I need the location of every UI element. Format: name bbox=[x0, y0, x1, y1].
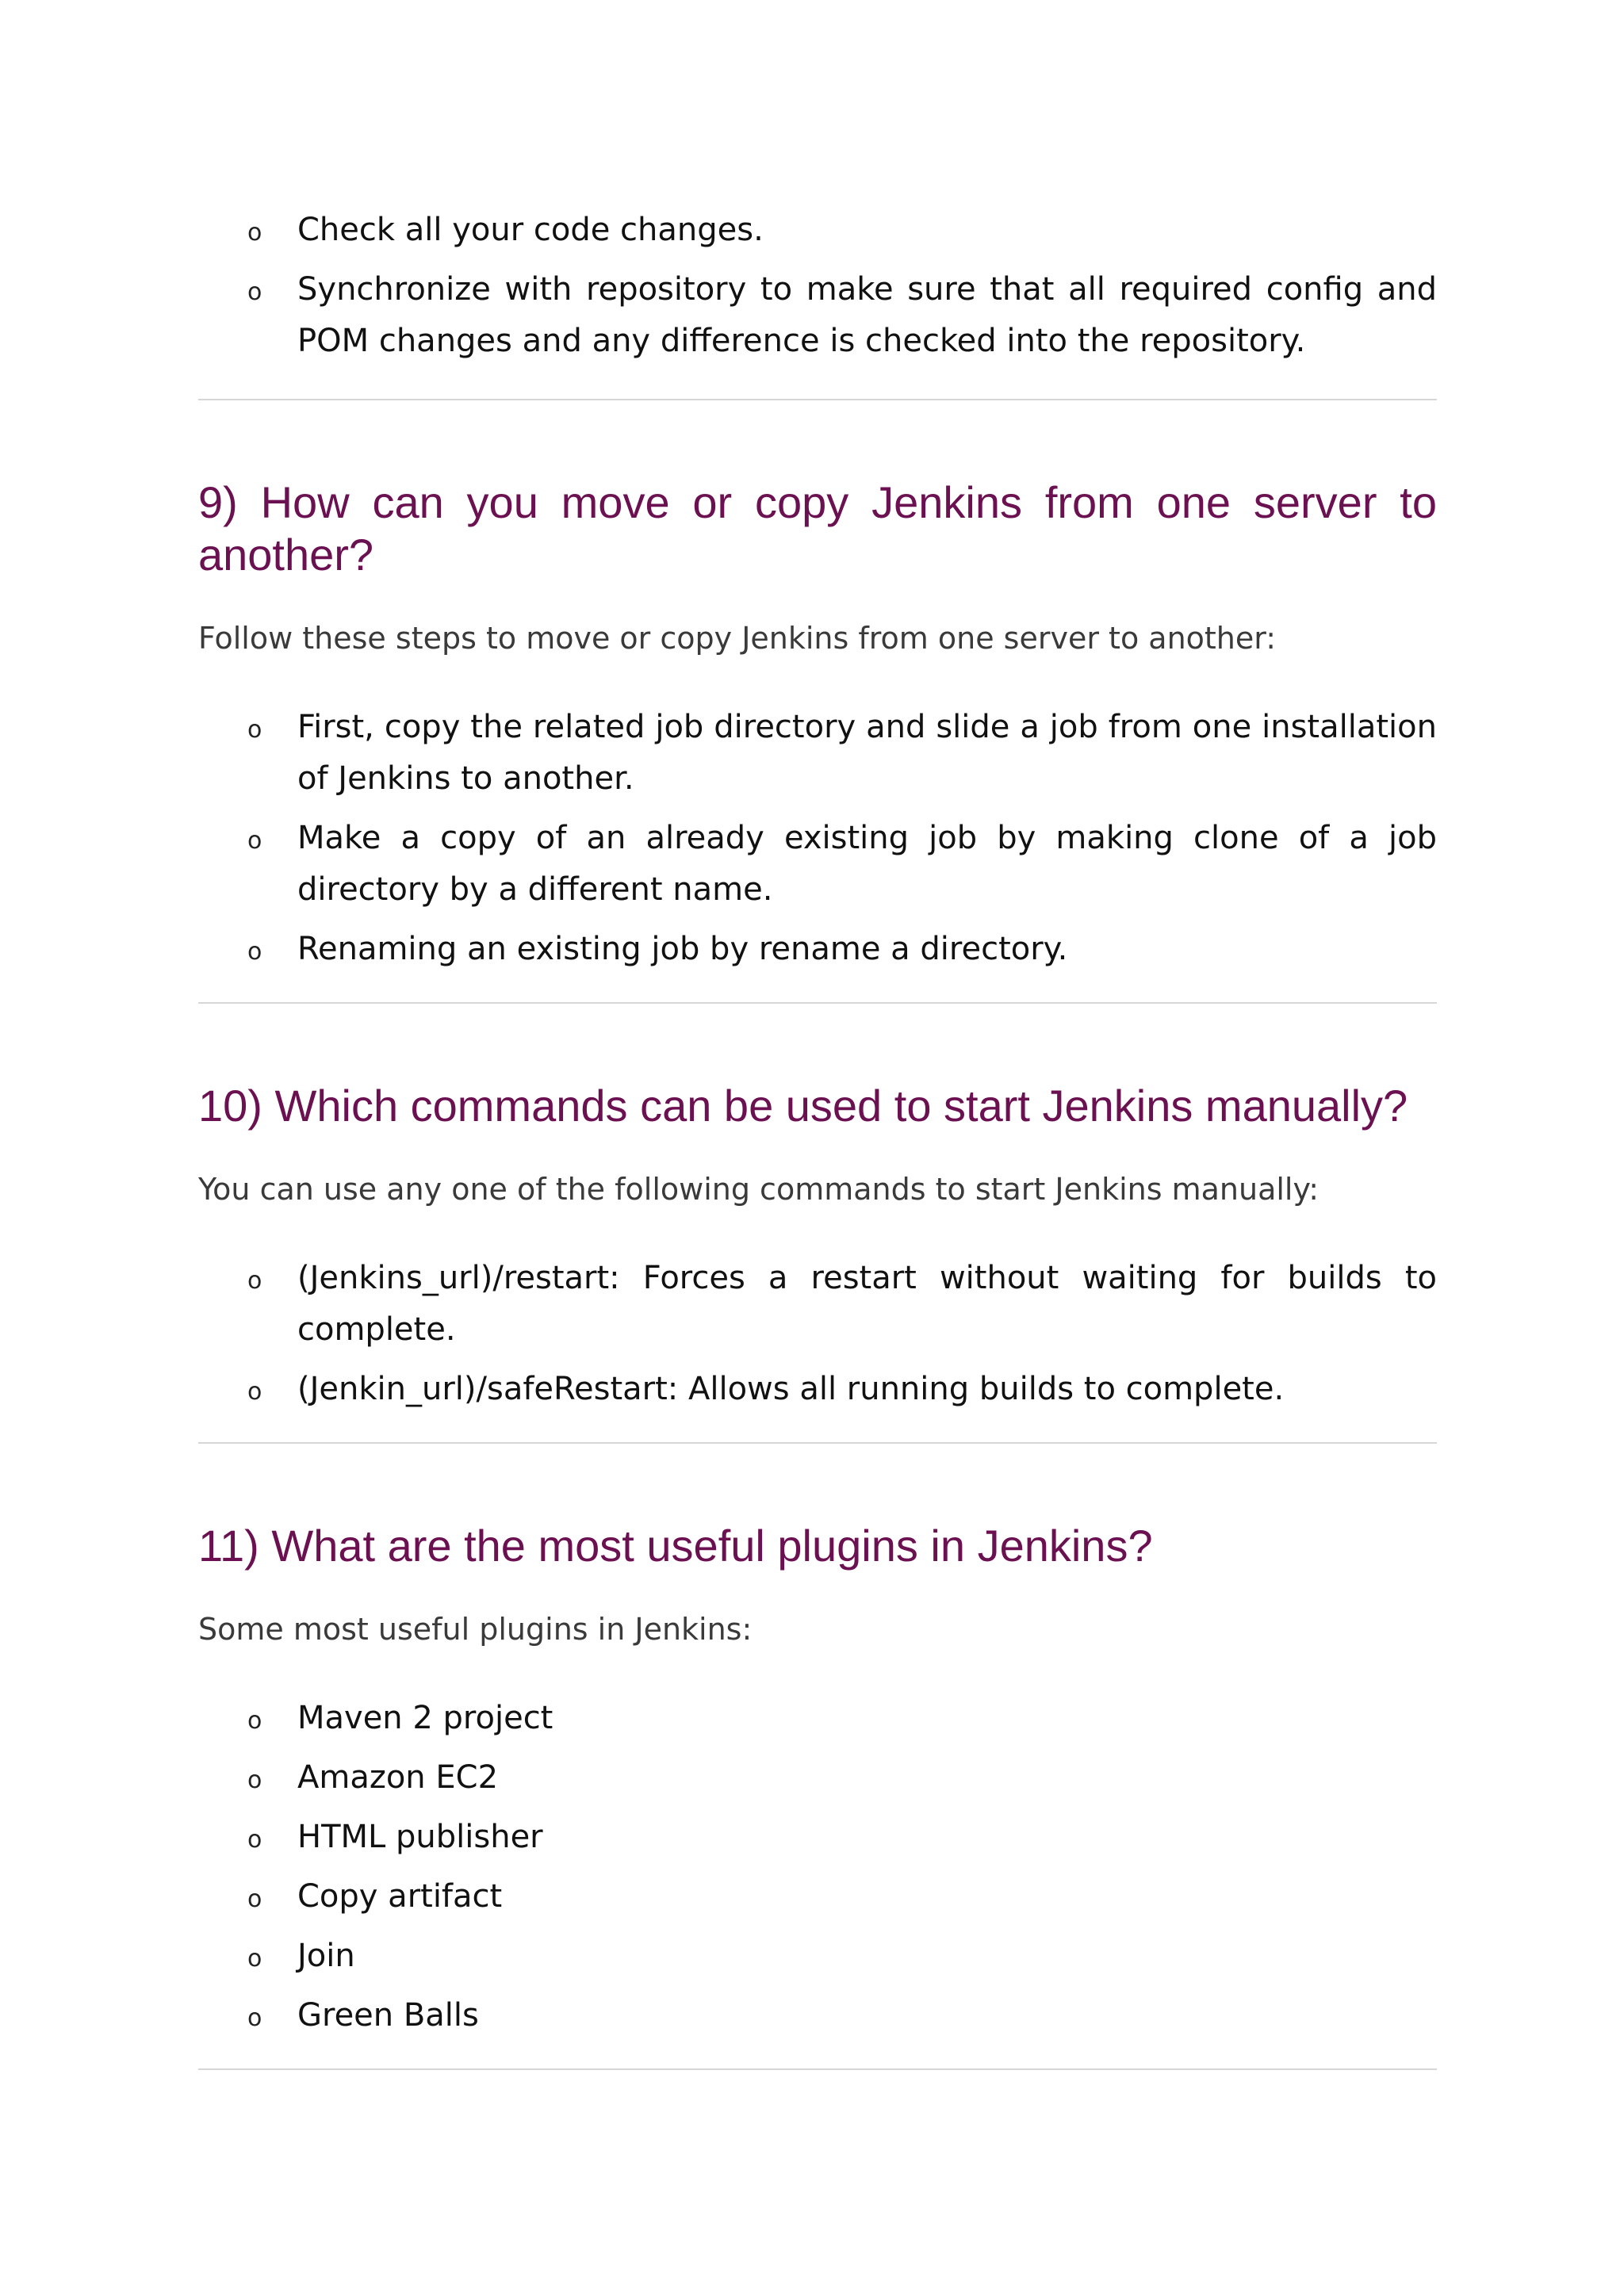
list-item bbox=[198, 924, 1437, 975]
bullet-icon: o bbox=[247, 716, 262, 744]
bullet-icon: o bbox=[247, 278, 262, 306]
list-item-text: Maven 2 project bbox=[297, 1700, 553, 1736]
list-item bbox=[198, 205, 1437, 256]
bullet-icon: o bbox=[247, 1945, 262, 1973]
section-list-9 bbox=[198, 702, 1437, 975]
list-item-text: Check all your code changes. bbox=[297, 212, 764, 248]
section-list-11 bbox=[198, 1693, 1437, 2042]
bullet-icon: o bbox=[247, 827, 262, 855]
section-heading-10: 10) Which commands can be used to start Jenkins manually? bbox=[198, 1081, 1408, 1131]
section-intro-9: Follow these steps to move or copy Jenkins from one server to another: bbox=[198, 621, 1277, 656]
page-content bbox=[198, 0, 1437, 2070]
list-item bbox=[198, 1812, 1437, 1863]
bullet-icon: o bbox=[247, 1885, 262, 1913]
list-item bbox=[198, 1752, 1437, 1804]
list-item bbox=[198, 702, 1437, 805]
bullet-icon: o bbox=[247, 938, 262, 966]
list-item-text: Join bbox=[297, 1938, 355, 1974]
list-item bbox=[198, 264, 1437, 367]
intro-list bbox=[198, 205, 1437, 367]
section-heading-11: 11) What are the most useful plugins in Jenkins? bbox=[198, 1521, 1153, 1571]
bullet-icon: o bbox=[247, 2004, 262, 2032]
list-item-text: Green Balls bbox=[297, 1997, 479, 2034]
list-item bbox=[198, 1871, 1437, 1923]
bullet-icon: o bbox=[247, 1707, 262, 1735]
list-item-text: HTML publisher bbox=[297, 1819, 543, 1855]
section-heading-9: 9) How can you move or copy Jenkins from one server to another? bbox=[198, 477, 1437, 580]
list-item-text: Synchronize with repository to make sure that all required config and POM changes and any difference is checked into the repository. bbox=[297, 271, 1437, 359]
list-item-text: (Jenkin_url)/safeRestart: Allows all running builds to complete. bbox=[297, 1371, 1285, 1407]
list-item bbox=[198, 1990, 1437, 2042]
list-item bbox=[198, 1693, 1437, 1744]
bullet-icon: o bbox=[247, 219, 262, 247]
bullet-icon: o bbox=[247, 1378, 262, 1406]
list-item-text: First, copy the related job directory and slide a job from one installation of Jenkins to another. bbox=[297, 709, 1437, 797]
section-list-10 bbox=[198, 1253, 1437, 1415]
section-intro-11: Some most useful plugins in Jenkins: bbox=[198, 1612, 753, 1647]
list-item-text: Make a copy of an already existing job by making clone of a job directory by a different name. bbox=[297, 820, 1437, 908]
section-divider bbox=[198, 1002, 1437, 1004]
list-item-text: (Jenkins_url)/restart: Forces a restart without waiting for builds to complete. bbox=[297, 1260, 1437, 1348]
bullet-icon: o bbox=[247, 1826, 262, 1854]
section-intro-10: You can use any one of the following commands to start Jenkins manually: bbox=[198, 1172, 1319, 1207]
list-item bbox=[198, 1253, 1437, 1356]
section-divider bbox=[198, 2068, 1437, 2070]
bullet-icon: o bbox=[247, 1267, 262, 1295]
list-item-text: Amazon EC2 bbox=[297, 1759, 499, 1796]
bullet-icon: o bbox=[247, 1766, 262, 1794]
list-item bbox=[198, 1364, 1437, 1415]
section-divider bbox=[198, 1442, 1437, 1444]
list-item bbox=[198, 813, 1437, 916]
list-item-text: Copy artifact bbox=[297, 1878, 503, 1915]
list-item bbox=[198, 1931, 1437, 1982]
section-divider bbox=[198, 399, 1437, 400]
list-item-text: Renaming an existing job by rename a directory. bbox=[297, 931, 1068, 967]
